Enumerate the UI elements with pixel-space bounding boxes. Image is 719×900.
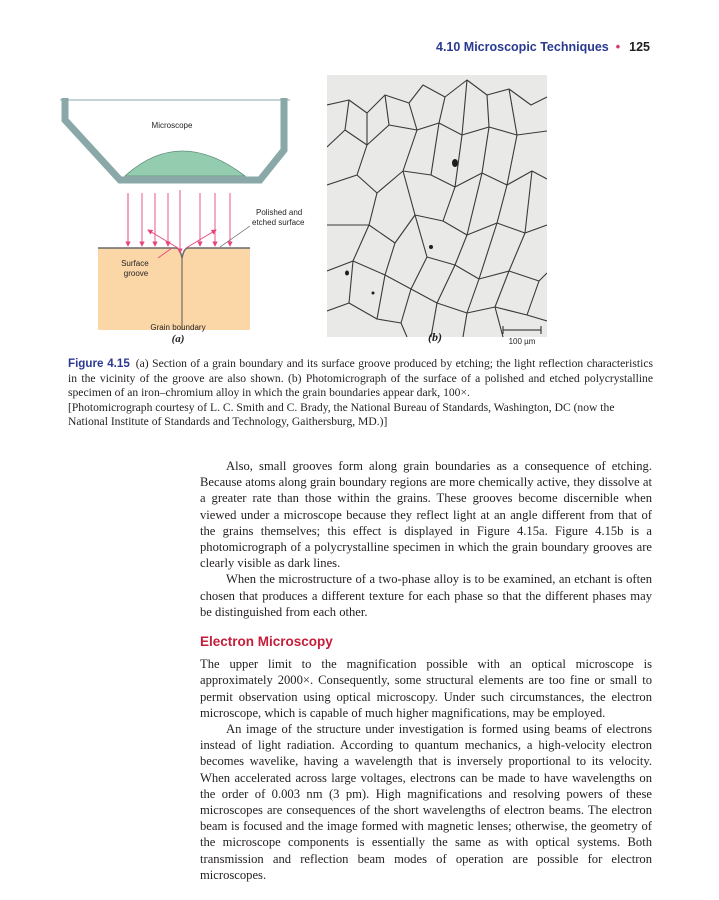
boundary-label: Grain boundary	[150, 323, 206, 332]
paragraph: Also, small grooves form along grain boundaries as a consequence of etching. Because atoms along grain boundary regions are more chemically active, they dissolve at a greater rate than those within the grains. These grooves become discernible when viewed under a microscope because they reflect light at an angle different from that of the grains themselves; this effect is displayed in Figure 4.15a. Figure 4.15b is a photomicrograph of a polycrystalline specimen in which the grain boundary grooves are clearly visible as dark lines.	[200, 459, 652, 571]
caption-credit: [Photomicrograph courtesy of L. C. Smith and C. Brady, the National Bureau of Standards, Washington, DC (now the National Institute of Standards and Technology, Gaithersburg, MD.)]	[68, 400, 615, 428]
section-title: 4.10 Microscopic Techniques	[436, 40, 609, 54]
caption-text: (a) Section of a grain boundary and its surface groove produced by etching; the light reflection characteristics in the vicinity of the groove are also shown. (b) Photomicrograph of the surface of a polished and etched polycrystalline specimen of an iron–chromium alloy in which the grain boundaries appear dark, 100×.	[68, 357, 653, 399]
section-heading: Electron Microscopy	[200, 634, 333, 650]
page-number: 125	[629, 40, 650, 54]
paragraph: When the microstructure of a two-phase alloy is to be examined, an etchant is often chosen that produces a different texture for each phase so that the different phases may be distinguished from each other.	[200, 572, 652, 619]
panel-label-b: (b)	[428, 330, 442, 344]
figure-b-photomicrograph	[327, 75, 547, 337]
paragraph: An image of the structure under investigation is formed using beams of electrons instead of light radiation. According to quantum mechanics, a high-velocity electron becomes wavelike, having a wavelength that is inversely proportional to its velocity. When accelerated across large voltages, electrons can be made to have wavelengths on the order of 0.003 nm (3 pm). High magnifications and resolving powers of these microscopes are consequences of the short wavelengths of electron beams. The electron beam is focused and the image formed with magnetic lenses; otherwise, the geometry of the microscope components is essentially the same as with optical systems. Both transmission and reflection beam modes of operation are possible for electron microscopes.	[200, 722, 652, 882]
surface-label: Polished and etched surface	[252, 208, 305, 227]
body-text	[200, 458, 652, 883]
groove-label: Surface groove	[121, 259, 149, 278]
figure-a-schematic	[60, 98, 320, 346]
figure-caption	[68, 357, 653, 430]
objective-lens	[125, 151, 245, 176]
microscope-label: Microscope	[151, 121, 193, 130]
scale-label: 100 µm	[508, 337, 536, 346]
bullet-separator: •	[615, 40, 621, 54]
scale-bar	[497, 325, 547, 347]
panel-label-a: (a)	[171, 333, 185, 345]
figure-label: Figure 4.15	[68, 357, 130, 370]
running-header	[436, 40, 650, 54]
paragraph: The upper limit to the magnification possible with an optical microscope is approximately 2000×. Consequently, some structural elements are too fine or small to permit observation using optical microscopy. Under such circumstances, the electron microscope, which is capable of much higher magnifications, may be employed.	[200, 657, 652, 720]
